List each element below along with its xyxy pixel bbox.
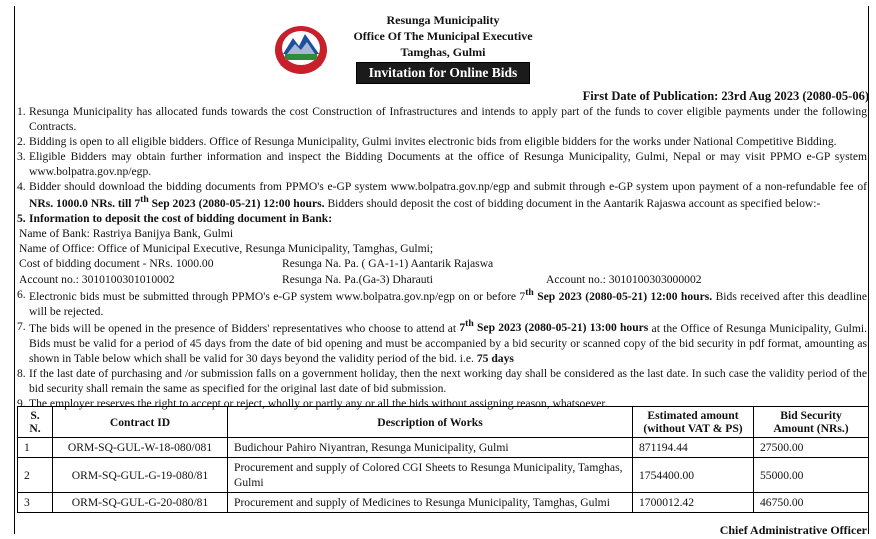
col-header-estimated-amount: Estimated amount (without VAT & PS): [633, 407, 754, 438]
list-item: 8. If the last date of purchasing and /or submission falls on a government holiday, then the next working day shall be considered as the last date. In such case the validity period of the bid security shall remain the same as specified for the original last date of bid submission.: [17, 366, 867, 395]
office-name: Office Of The Municipal Executive: [353, 29, 533, 43]
table-row: 1 ORM-SQ-GUL-W-18-080/081 Budichour Pahiro Niyantran, Resunga Municipality, Gulmi 871194.44 27500.00: [18, 438, 869, 458]
office-address: Tamghas, Gulmi: [400, 45, 486, 59]
bank-office: Name of Office: Office of Municipal Executive, Resunga Municipality, Tamghas, Gulmi;: [19, 242, 434, 256]
notice-body: [15, 104, 867, 411]
notice-title-banner: Invitation for Online Bids: [356, 62, 531, 84]
list-item: 5. Information to deposit the cost of bidding document in Bank:: [17, 212, 333, 226]
list-item: 1. Resunga Municipality has allocated funds towards the cost Construction of Infrastructures and intends to apply part of the funds to cover eligible payments under the following Contracts.: [17, 105, 867, 134]
bank-account-line-1: Cost of bidding document - NRs. 1000.00 Resunga Na. Pa. ( GA-1-1) Aantarik Rajaswa: [19, 257, 494, 271]
list-item: 7. The bids will be opened in the presence of Bidders' representatives who choose to attend at 7th Sep 2023 (2080-05-21) 13:00 hours at the Office of Resunga Municipality, Gulmi. Bids must be valid for a period of 45 days from the date of bid opening and must be accompanied by a bid security or scanned copy of the bid security in pdf format, amounting as shown in Table below which shall be valid for 30 days beyond the validity period of the bid. i.e. 75 days: [17, 318, 867, 365]
contracts-table: [17, 406, 869, 513]
publication-date: First Date of Publication: 23rd Aug 2023 (2080-05-06): [582, 89, 869, 103]
col-header-sn: S. N.: [18, 407, 53, 438]
bank-name: Name of Bank: Rastriya Banijya Bank, Gulmi: [19, 227, 234, 241]
col-header-contract-id: Contract ID: [53, 407, 228, 438]
bank-account-line-2: Account no.: 3010100301010002 Resunga Na. Pa.(Ga-3) Dharauti Account no.: 3010100303000002: [19, 272, 702, 286]
org-name: Resunga Municipality: [386, 13, 500, 27]
notice-page: [14, 6, 871, 537]
list-item: 9. The employer reserves the right to accept or reject, wholly or partly any or all the bids without assigning reason, whatsoever.: [17, 396, 608, 410]
notice-header: [15, 12, 871, 84]
table-row: 3 ORM-SQ-GUL-G-20-080/81 Procurement and supply of Medicines to Resunga Municipality, Tamghas, Gulmi 1700012.42 46750.00: [18, 493, 869, 513]
table-header-row: [18, 407, 869, 438]
signatory-title: Chief Administrative Officer: [719, 523, 867, 537]
list-item: 3. Eligible Bidders may obtain further information and inspect the Bidding Documents at the office of Resunga Municipality, Gulmi, Nepal or may visit PPMO e-GP system www.bolpatra.gov.np/egp.: [17, 150, 867, 179]
list-item: 4. Bidder should download the bidding documents from PPMO's e-GP system www.bolpatra.gov.np/egp and submit through e-GP system upon payment of a non-refundable fee of NRs. 1000.0 NRs. till 7th Sep 2023 (2080-05-21) 12:00 hours. Bidders should deposit the cost of bidding document in the Aantarik Rajaswa account as specified below:-: [17, 180, 867, 211]
list-item: 6. Electronic bids must be submitted through PPMO's e-GP system www.bolpatra.gov.np/egp on or before 7th Sep 2023 (2080-05-21) 12:00 hours. Bids received after this deadline will be rejected.: [17, 286, 867, 318]
table-row: 2 ORM-SQ-GUL-G-19-080/81 Procurement and supply of Colored CGI Sheets to Resunga Municipality, Tamghas, Gulmi 1754400.00 55000.00: [18, 458, 869, 493]
list-item: 2. Bidding is open to all eligible bidders. Office of Resunga Municipality, Gulmi invites electronic bids from eligible bidders for the works under National Competitive Bidding.: [17, 135, 837, 149]
col-header-bid-security: Bid Security Amount (NRs.): [754, 407, 869, 438]
col-header-description: Description of Works: [228, 407, 633, 438]
